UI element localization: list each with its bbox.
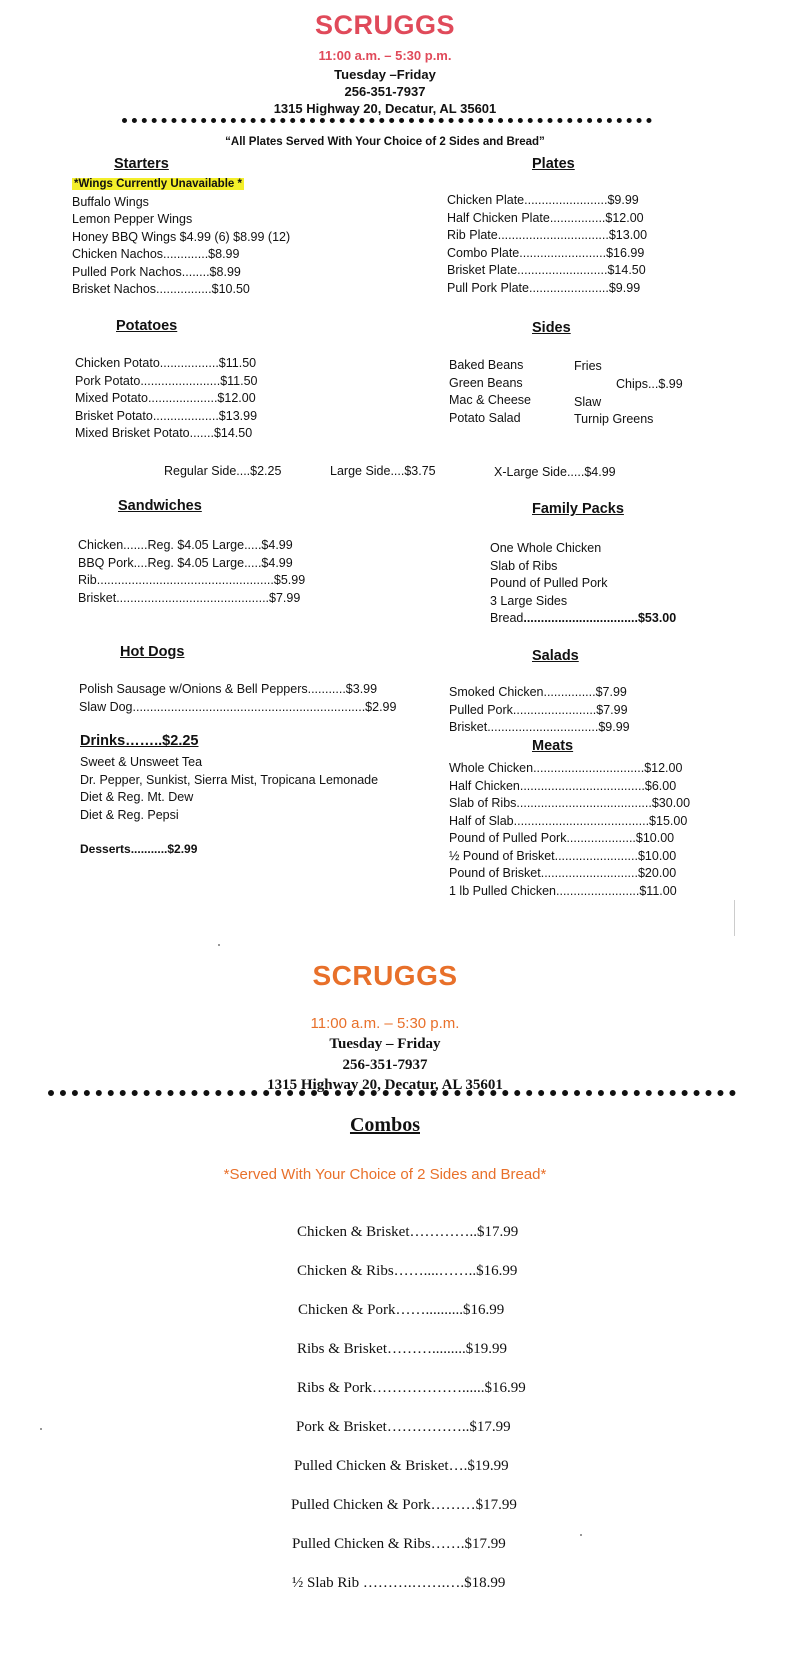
combo-item: Chicken & Ribs……....……..$16.99 (297, 1263, 518, 1279)
list-item: Slaw Dog...................................................................$2.99 (79, 699, 397, 714)
list-item: Half Chicken Plate................$12.00 (447, 210, 644, 225)
list-item: Slaw (574, 395, 602, 409)
list-item: Mac & Cheese (449, 393, 531, 407)
list-item: Chicken Potato.................$11.50 (75, 356, 257, 370)
starters-list (72, 175, 290, 299)
chips-item: Chips...$.99 (616, 377, 683, 391)
list-item: Diet & Reg. Mt. Dew (80, 790, 194, 804)
scan-speck (580, 1534, 582, 1536)
menu1-title: SCRUGGS (314, 10, 456, 40)
desserts-price: Desserts...........$2.99 (80, 842, 198, 856)
scan-edge-line (734, 900, 735, 936)
list-item: Pound of Pulled Pork....................$10.00 (449, 831, 675, 845)
combo-item: Ribs & Brisket……….........$19.99 (297, 1341, 508, 1357)
menu2-days: Tuesday – Friday (329, 1036, 441, 1052)
regular-side-price: Regular Side....$2.25 (164, 464, 282, 478)
scan-speck (40, 1428, 42, 1430)
menu2-title: SCRUGGS (312, 960, 458, 991)
list-item: Pulled Pork Nachos........$8.99 (72, 264, 241, 279)
menu1-hours: 11:00 a.m. – 5:30 p.m. (318, 48, 452, 63)
list-item: Slab of Ribs.......................................$30.00 (449, 796, 691, 810)
list-item (490, 610, 676, 628)
large-side-price: Large Side....$3.75 (330, 464, 436, 478)
starters-heading: Starters (114, 156, 169, 172)
meats-list (449, 760, 690, 900)
list-item: One Whole Chicken (490, 541, 602, 555)
menu2-address: 1315 Highway 20, Decatur, AL 35601 (267, 1077, 503, 1093)
list-item: Rib Plate................................$13.00 (447, 228, 648, 242)
hot-dogs-list (79, 681, 396, 716)
combo-item: Ribs & Pork………………......$16.99 (297, 1380, 526, 1396)
list-item: Turnip Greens (574, 412, 654, 426)
list-item: BBQ Pork....Reg. $4.05 Large.....$4.99 (78, 555, 293, 570)
family-pack-price: .................................$53.00 (523, 611, 677, 625)
scan-speck (218, 944, 220, 946)
list-item: Brisket Nachos................$10.50 (72, 282, 250, 296)
dotted-divider (48, 1090, 736, 1096)
combo-item: ½ Slab Rib ……….…….….$18.99 (292, 1575, 506, 1591)
list-item: 1 lb Pulled Chicken........................$11.00 (449, 883, 677, 898)
family-packs-list (490, 540, 676, 628)
combo-item: Pulled Chicken & Brisket….$19.99 (294, 1458, 509, 1474)
list-item: Pound of Brisket............................$20.00 (449, 866, 677, 880)
list-item: Whole Chicken................................$12.00 (449, 761, 683, 775)
list-item: Mixed Brisket Potato.......$14.50 (75, 426, 253, 440)
combo-item: Pulled Chicken & Pork………$17.99 (291, 1497, 517, 1513)
potatoes-heading: Potatoes (116, 318, 178, 334)
list-item: Brisket Plate..........................$14.50 (447, 263, 646, 277)
drinks-heading: Drinks……..$2.25 (80, 733, 199, 749)
potatoes-list (75, 355, 258, 443)
list-item: Green Beans (449, 375, 523, 390)
sandwiches-heading: Sandwiches (118, 498, 202, 514)
combo-item: Pork & Brisket……………..$17.99 (296, 1419, 511, 1435)
family-packs-heading: Family Packs (532, 501, 624, 517)
salads-heading: Salads (532, 648, 579, 664)
hot-dogs-heading: Hot Dogs (120, 644, 185, 660)
sides-heading: Sides (532, 320, 571, 336)
list-item: Brisket................................$9.99 (449, 720, 630, 734)
combos-served-note: *Served With Your Choice of 2 Sides and Bread* (223, 1166, 547, 1183)
xlarge-side-price: X-Large Side.....$4.99 (494, 465, 616, 479)
plates-list (447, 192, 647, 297)
list-item: Baked Beans (449, 358, 524, 372)
list-item: Pork Potato.......................$11.50 (75, 373, 258, 388)
list-item: Slab of Ribs (490, 558, 558, 573)
list-item: Half of Slab.......................................$15.00 (449, 813, 688, 828)
combo-item: Pulled Chicken & Ribs…….$17.99 (292, 1536, 506, 1552)
list-item: Smoked Chicken...............$7.99 (449, 685, 627, 699)
list-item: Rib...................................................$5.99 (78, 573, 306, 587)
list-item: Brisket Potato...................$13.99 (75, 408, 258, 423)
list-item: 3 Large Sides (490, 593, 568, 608)
list-item: Honey BBQ Wings $4.99 (6) $8.99 (12) (72, 229, 291, 244)
list-item: Brisket............................................$7.99 (78, 590, 301, 605)
list-item: Chicken.......Reg. $4.05 Large.....$4.99 (78, 538, 293, 552)
salads-list (449, 684, 630, 737)
combo-item: Chicken & Brisket…………..$17.99 (297, 1224, 519, 1240)
list-item: Diet & Reg. Pepsi (80, 807, 179, 822)
wings-unavailable-notice: *Wings Currently Unavailable * (74, 178, 242, 190)
list-item: Lemon Pepper Wings (72, 212, 193, 226)
menu1-address: 1315 Highway 20, Decatur, AL 35601 (273, 101, 497, 116)
list-item: Mixed Potato....................$12.00 (75, 391, 256, 405)
list-item: ½ Pound of Brisket........................$10.00 (449, 848, 677, 863)
drinks-list (80, 754, 378, 824)
sandwiches-list (78, 537, 305, 607)
list-item: Chicken Nachos.............$8.99 (72, 247, 240, 261)
menu1-days: Tuesday –Friday (334, 67, 436, 82)
menu2-hours: 11:00 a.m. – 5:30 p.m. (310, 1015, 460, 1032)
plates-heading: Plates (532, 156, 575, 172)
list-item: Chicken Plate........................$9.99 (447, 193, 639, 207)
meats-heading: Meats (532, 738, 574, 754)
list-item: Fries (574, 359, 602, 373)
list-item: Combo Plate.........................$16.99 (447, 245, 645, 260)
sides-left-list (449, 357, 531, 427)
list-item: Dr. Pepper, Sunkist, Sierra Mist, Tropicana Lemonade (80, 772, 379, 787)
dotted-divider (122, 118, 652, 123)
menu1-tagline: “All Plates Served With Your Choice of 2 Sides and Bread” (225, 136, 545, 148)
list-item: Potato Salad (449, 410, 521, 425)
list-item: Pull Pork Plate.......................$9.99 (447, 280, 641, 295)
bread-label: Bread (490, 611, 524, 625)
list-item: Sweet & Unsweet Tea (80, 755, 203, 769)
combo-item: Chicken & Pork……..........$16.99 (298, 1302, 505, 1318)
list-item: Half Chicken....................................$6.00 (449, 778, 677, 793)
menu1-phone: 256-351-7937 (344, 84, 426, 99)
list-item: Polish Sausage w/Onions & Bell Peppers...........$3.99 (79, 682, 378, 696)
list-item: Pound of Pulled Pork (490, 576, 608, 590)
list-item: Buffalo Wings (72, 194, 149, 209)
list-item: Pulled Pork........................$7.99 (449, 702, 628, 717)
menu2-phone: 256-351-7937 (342, 1057, 428, 1073)
combos-heading: Combos (349, 1114, 420, 1136)
